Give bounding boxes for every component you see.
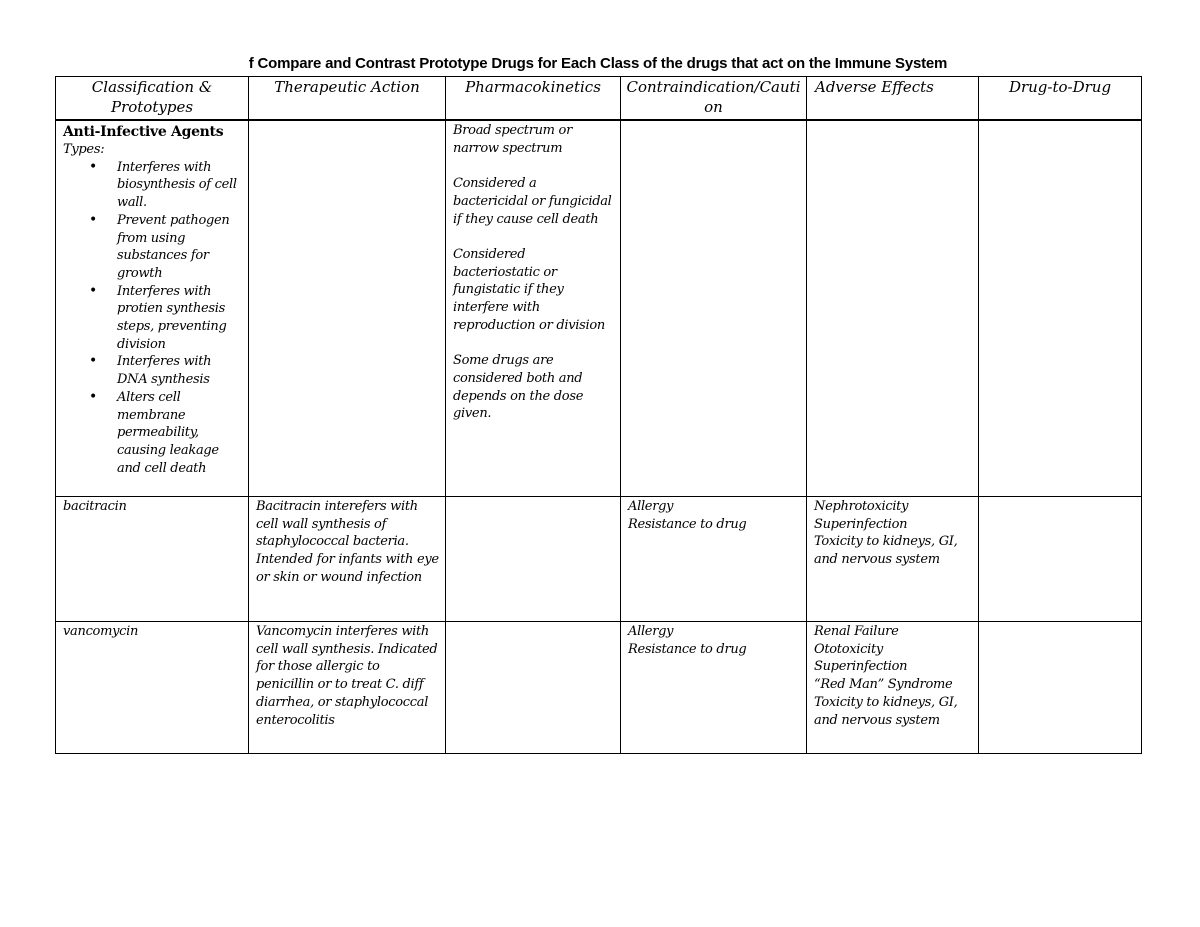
- table-row: [56, 120, 1142, 497]
- table-row: [56, 497, 1142, 622]
- drug-name: bacitracin: [63, 499, 127, 514]
- table-row: [56, 622, 1142, 754]
- page-title: f Compare and Contrast Prototype Drugs for Each Class of the drugs that act on the Immune System: [248, 55, 948, 72]
- contraindication-cell: [621, 120, 807, 497]
- contraindication-item: Allergy: [628, 499, 674, 514]
- header-pharmacokinetics: Pharmacokinetics: [446, 77, 621, 121]
- list-item: • Alters cell membrane permeability, causing leakage and cell death: [63, 389, 248, 478]
- pk-paragraph: Considered a bactericidal or fungicidal if they cause cell death: [453, 176, 612, 227]
- pk-paragraph: Some drugs are considered both and depends on the dose given.: [453, 353, 584, 422]
- header-row: [56, 77, 1142, 121]
- adverse-item: Renal Failure: [814, 624, 899, 639]
- adverse-item: “Red Man” Syndrome: [814, 677, 953, 693]
- comparison-table: [55, 76, 1142, 754]
- adverse-item: Nephrotoxicity: [814, 499, 909, 514]
- pharmacokinetics-cell: [446, 622, 621, 754]
- classification-cell: [56, 497, 249, 622]
- adverse-cell: [807, 120, 979, 497]
- list-item: • Interferes with biosynthesis of cell wall.: [63, 159, 248, 212]
- adverse-cell: [807, 622, 979, 754]
- header-contraindication: Contraindication/Caution: [621, 77, 807, 121]
- adverse-item: Toxicity to kidneys, GI, and nervous system: [814, 694, 958, 728]
- drug-to-drug-cell: [979, 120, 1142, 497]
- therapeutic-cell: [249, 497, 446, 622]
- therapeutic-cell: [249, 120, 446, 497]
- adverse-item: Superinfection: [814, 659, 908, 675]
- therapeutic-text: Bacitracin interefers with cell wall synthesis of staphylococcal bacteria. Intended for infants with eye or skin or wound infection: [256, 499, 439, 585]
- header-classification: Classification & Prototypes: [56, 77, 249, 121]
- contraindication-item: Allergy: [628, 624, 674, 639]
- pharmacokinetics-cell: [446, 120, 621, 497]
- classification-cell: [56, 120, 249, 497]
- adverse-item: Superinfection: [814, 516, 908, 532]
- contraindication-item: Resistance to drug: [628, 516, 747, 532]
- pk-paragraph: Broad spectrum or narrow spectrum: [453, 123, 572, 156]
- therapeutic-cell: [249, 622, 446, 754]
- adverse-item: Toxicity to kidneys, GI, and nervous system: [814, 534, 958, 568]
- pk-paragraph: Considered bacteriostatic or fungistatic if they interfere with reproduction or division: [453, 246, 605, 333]
- header-adverse-effects: Adverse Effects: [807, 77, 979, 121]
- list-item: • Interferes with DNA synthesis: [63, 353, 248, 388]
- class-title: Anti-Infective Agents: [63, 124, 224, 140]
- adverse-cell: [807, 497, 979, 622]
- contraindication-item: Resistance to drug: [628, 641, 747, 657]
- classification-cell: [56, 622, 249, 754]
- types-list: [63, 159, 248, 478]
- list-item: • Prevent pathogen from using substances for growth: [63, 212, 248, 283]
- therapeutic-text: Vancomycin interferes with cell wall synthesis. Indicated for those allergic to penicillin or to treat C. diff diarrhea, or staphylococcal enterocolitis: [256, 624, 438, 728]
- contraindication-cell: [621, 622, 807, 754]
- adverse-item: Ototoxicity: [814, 641, 883, 657]
- contraindication-cell: [621, 497, 807, 622]
- list-item: • Interferes with protien synthesis steps, preventing division: [63, 283, 248, 354]
- header-therapeutic-action: Therapeutic Action: [249, 77, 446, 121]
- types-label: Types:: [63, 142, 105, 157]
- drug-to-drug-cell: [979, 622, 1142, 754]
- pharmacokinetics-cell: [446, 497, 621, 622]
- drug-name: vancomycin: [63, 624, 139, 639]
- drug-to-drug-cell: [979, 497, 1142, 622]
- header-drug-to-drug: Drug-to-Drug: [979, 77, 1142, 121]
